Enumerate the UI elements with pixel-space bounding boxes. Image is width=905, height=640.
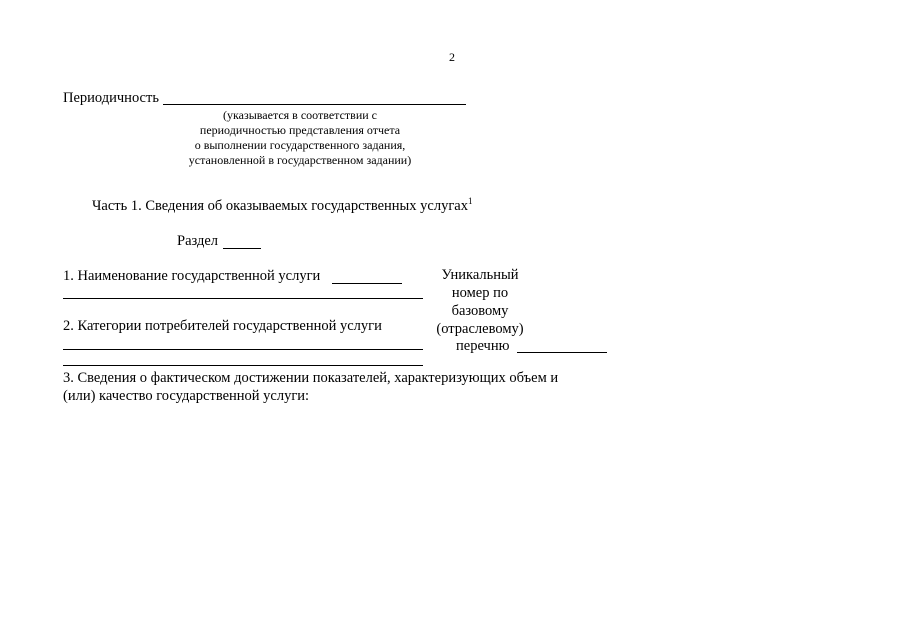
periodicity-note-line: периодичностью представления отчета	[199, 123, 401, 137]
page-number: 2	[449, 50, 455, 64]
periodicity-note-line: установленной в государственном задании)	[188, 153, 412, 167]
footnote-marker: 1	[467, 196, 473, 206]
unique-number-line: Уникальный	[441, 267, 519, 283]
periodicity-note	[150, 108, 450, 168]
indicators-heading-line1: 3. Сведения о фактическом достижении показателей, характеризующих объем и	[63, 370, 559, 386]
consumer-categories-label: 2. Категории потребителей государственной услуги	[63, 318, 382, 334]
unique-number-line: (отраслевому)	[436, 321, 524, 337]
periodicity-note-line: (указывается в соответствии с	[223, 108, 377, 122]
service-name-label: 1. Наименование государственной услуги	[63, 268, 321, 284]
service-name-blank	[332, 283, 402, 284]
periodicity-note-line: о выполнении государственного задания,	[194, 138, 406, 152]
part-title-text: Часть 1. Сведения об оказываемых государственных услугах	[92, 198, 468, 214]
consumer-categories-blank	[63, 349, 423, 350]
consumer-categories-blank-line2	[63, 365, 423, 366]
periodicity-blank	[163, 104, 466, 105]
service-name-blank-line2	[63, 298, 423, 299]
section-number-blank	[223, 248, 261, 249]
unique-number-line: номер по	[451, 285, 509, 301]
section-label: Раздел	[177, 233, 219, 249]
unique-number-block	[420, 266, 540, 338]
indicators-heading-line2: (или) качество государственной услуги:	[63, 388, 310, 404]
periodicity-label: Периодичность	[63, 90, 159, 106]
part-title	[92, 198, 472, 215]
unique-number-line: базовому	[451, 303, 509, 319]
unique-number-last-line: перечню	[456, 338, 510, 354]
unique-number-blank	[517, 352, 607, 353]
